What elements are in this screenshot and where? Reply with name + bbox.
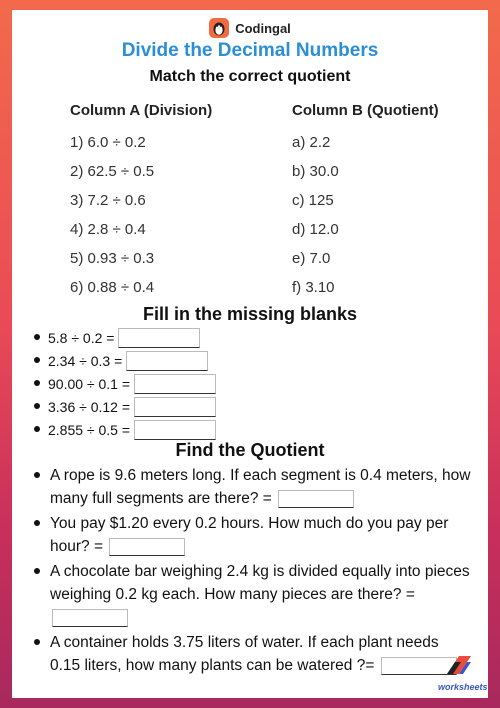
division-item: 1) 6.0 ÷ 0.2 [70, 134, 146, 151]
list-item [12, 512, 472, 558]
division-item: 6) 0.88 ÷ 0.4 [70, 279, 155, 296]
bullet [34, 357, 40, 363]
match-row [12, 250, 488, 272]
quotient-item: e) 7.0 [292, 250, 331, 267]
worksheet [12, 10, 488, 698]
penguin-logo-icon [209, 18, 229, 38]
fill-blanks-list [12, 326, 216, 441]
bullet [34, 639, 40, 645]
list-item [12, 418, 216, 441]
word-problem: A rope is 9.6 meters long. If each segment is 0.4 meters, how many full segments are there? = [50, 467, 471, 507]
list-item [12, 560, 472, 629]
worksheets-logo-text: worksheets [438, 682, 488, 692]
word-problems-list [12, 464, 472, 679]
list-item [12, 464, 472, 510]
fill-blanks-heading: Fill in the missing blanks [142, 304, 358, 324]
answer-field[interactable] [134, 420, 216, 440]
bullet [34, 380, 40, 386]
answer-field[interactable] [134, 397, 216, 417]
quotient-item: a) 2.2 [292, 134, 331, 151]
answer-field[interactable] [278, 490, 354, 508]
division-item: 2) 62.5 ÷ 0.5 [70, 163, 155, 180]
match-row [12, 279, 488, 301]
worksheets-logo [438, 654, 488, 692]
bullet [34, 472, 40, 478]
brand-name: Codingal [235, 20, 291, 36]
match-row [12, 221, 488, 243]
answer-field[interactable] [126, 351, 208, 371]
quotient-item: c) 125 [292, 192, 334, 209]
blank-question: 90.00 ÷ 0.1 = [48, 375, 131, 392]
answer-field[interactable] [109, 538, 185, 556]
bullet [34, 568, 40, 574]
division-item: 4) 2.8 ÷ 0.4 [70, 221, 146, 238]
list-item [12, 395, 216, 418]
word-problem: You pay $1.20 every 0.2 hours. How much do you pay per hour? = [50, 515, 449, 555]
list-item [12, 326, 216, 349]
blank-question: 2.855 ÷ 0.5 = [48, 421, 131, 438]
match-subtitle: Match the correct quotient [149, 68, 351, 85]
list-item [12, 349, 216, 372]
blank-question: 5.8 ÷ 0.2 = [48, 329, 115, 346]
match-row [12, 163, 488, 185]
division-item: 3) 7.2 ÷ 0.6 [70, 192, 146, 209]
brand-header [12, 18, 488, 38]
find-quotient-heading: Find the Quotient [175, 440, 325, 460]
worksheets-logo-icon [445, 654, 473, 676]
quotient-item: d) 12.0 [292, 221, 339, 238]
match-row [12, 192, 488, 214]
bullet [34, 520, 40, 526]
list-item [12, 631, 472, 677]
bullet [34, 426, 40, 432]
match-row [12, 134, 488, 156]
column-b-heading: Column B (Quotient) [292, 102, 439, 119]
answer-field[interactable] [118, 328, 200, 348]
quotient-item: b) 30.0 [292, 163, 339, 180]
word-problem: A chocolate bar weighing 2.4 kg is divided equally into pieces weighing 0.2 kg each. How many pieces are there? = [50, 563, 470, 603]
column-a-heading: Column A (Division) [70, 102, 213, 119]
word-problem: A container holds 3.75 liters of water. If each plant needs 0.15 liters, how many plants can be watered ?= [50, 634, 439, 674]
answer-field[interactable] [52, 609, 128, 627]
division-item: 5) 0.93 ÷ 0.3 [70, 250, 155, 267]
page-title: Divide the Decimal Numbers [121, 40, 379, 61]
blank-question: 2.34 ÷ 0.3 = [48, 352, 123, 369]
quotient-item: f) 3.10 [292, 279, 335, 296]
list-item [12, 372, 216, 395]
bullet [34, 403, 40, 409]
answer-field[interactable] [134, 374, 216, 394]
blank-question: 3.36 ÷ 0.12 = [48, 398, 131, 415]
bullet [34, 334, 40, 340]
